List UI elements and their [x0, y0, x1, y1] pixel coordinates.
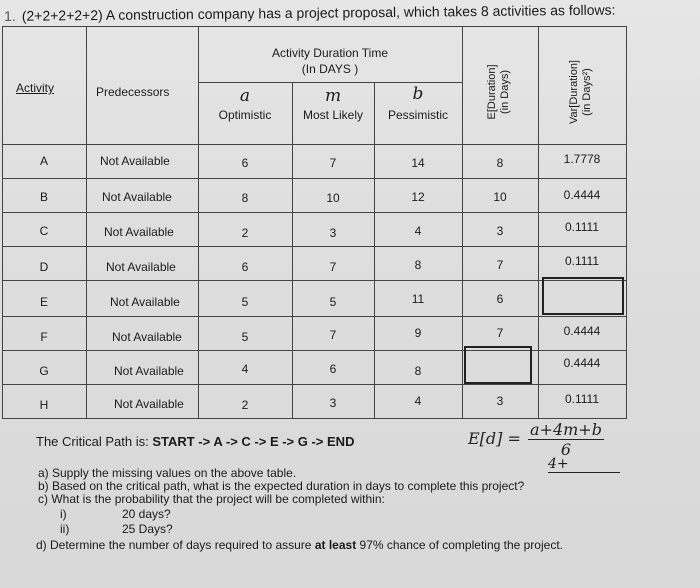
cell-pessimistic: 9 [414, 326, 422, 340]
cell-pessimistic: 12 [411, 190, 425, 204]
cell-optimistic: 5 [241, 295, 249, 309]
cell-optimistic: 4 [241, 362, 249, 376]
var-duration-label: Var[Duration] [568, 60, 580, 124]
most-likely-letter: m [324, 86, 342, 106]
formula-denominator: 6 [560, 440, 572, 459]
question-d-prefix: d) Determine the number of days required to assure [36, 538, 312, 552]
e-duration-label: E[Duration] [486, 64, 498, 120]
col-header-e-duration [486, 42, 514, 142]
cell-predecessor: Not Available [114, 364, 184, 378]
var-duration-unit: (in Days²) [581, 68, 593, 116]
cell-most-likely: 3 [329, 226, 337, 240]
row-divider [2, 212, 627, 213]
e-duration-unit: (in Days) [499, 70, 511, 115]
col-header-duration-unit: (In DAYS ) [301, 62, 359, 76]
critical-path [36, 434, 354, 449]
cell-most-likely: 3 [329, 396, 337, 410]
cell-optimistic: 6 [241, 260, 249, 274]
cell-variance: 0.4444 [563, 324, 601, 338]
cell-optimistic: 2 [241, 398, 249, 412]
col-header-var-duration [568, 42, 596, 142]
cell-pessimistic: 11 [411, 292, 425, 306]
table-header-bottom [2, 144, 627, 145]
col-header-duration-group: Activity Duration Time [271, 46, 389, 60]
col-divider [86, 26, 87, 418]
question-cii: 25 Days? [122, 522, 173, 536]
cell-pessimistic: 4 [414, 394, 422, 408]
formula-lhs: E[d] = [468, 429, 521, 448]
row-divider [2, 384, 627, 385]
cell-activity: F [40, 330, 48, 344]
cell-activity: A [39, 154, 48, 168]
cell-most-likely: 10 [326, 191, 340, 205]
row-divider [2, 178, 627, 179]
row-divider [2, 280, 627, 281]
pessimistic-letter: b [412, 84, 424, 104]
critical-path-label: The Critical Path is: [36, 434, 149, 449]
cell-optimistic: 8 [241, 191, 249, 205]
question-cii-number: ii) [60, 522, 70, 536]
cell-variance: 0.1111 [564, 392, 600, 406]
cell-pessimistic: 14 [411, 156, 425, 170]
activity-table [2, 26, 627, 418]
col-divider [462, 26, 463, 418]
cell-optimistic: 2 [241, 226, 249, 240]
cell-most-likely: 7 [329, 156, 337, 170]
question-a: a) Supply the missing values on the above table. [38, 466, 297, 480]
col-header-predecessors: Predecessors [96, 85, 170, 99]
cell-expected: 6 [496, 292, 504, 306]
cell-predecessor: Not Available [104, 225, 174, 239]
cell-variance: 0.4444 [563, 188, 601, 202]
table-border-right [626, 26, 627, 418]
col-header-most-likely: Most Likely [302, 108, 364, 122]
col-divider [198, 26, 199, 418]
cell-activity: B [39, 190, 48, 204]
cell-optimistic: 6 [241, 156, 249, 170]
question-d-bold: at least [314, 538, 357, 552]
table-border-bottom [2, 418, 627, 419]
handwritten-extra: 4+ [548, 456, 620, 473]
cell-optimistic: 5 [241, 330, 249, 344]
question-ci: 20 days? [122, 507, 171, 521]
cell-activity: C [39, 224, 49, 238]
cell-predecessor: Not Available [100, 154, 170, 168]
formula-fraction [528, 420, 604, 459]
row-divider [2, 316, 627, 317]
cell-most-likely: 7 [329, 328, 337, 342]
question-text: (2+2+2+2+2) A construction company has a project proposal, which takes 8 activities as follows: [21, 1, 616, 24]
cell-pessimistic: 4 [414, 224, 422, 238]
cell-expected: 8 [496, 156, 504, 170]
cell-predecessor: Not Available [110, 295, 180, 309]
missing-expected-box [464, 346, 532, 384]
cell-activity: G [39, 364, 49, 378]
row-divider [2, 350, 627, 351]
cell-predecessor: Not Available [112, 330, 182, 344]
question-number: 1. [4, 7, 16, 24]
cell-expected: 10 [493, 190, 507, 204]
cell-expected: 3 [496, 224, 504, 238]
col-header-activity: Activity [16, 81, 55, 95]
optimistic-letter: a [239, 86, 251, 106]
cell-pessimistic: 8 [414, 258, 422, 272]
col-header-pessimistic: Pessimistic [387, 108, 448, 122]
question-d-suffix: 97% chance of completing the project. [359, 538, 563, 552]
table-border-top [2, 26, 627, 27]
question-c: c) What is the probability that the project will be completed within: [38, 492, 385, 506]
row-divider [2, 246, 627, 247]
critical-path-value: START -> A -> C -> E -> G -> END [152, 434, 355, 449]
col-header-optimistic: Optimistic [218, 108, 272, 122]
cell-activity: H [39, 398, 49, 412]
cell-predecessor: Not Available [102, 190, 172, 204]
table-header-divider [198, 82, 462, 83]
cell-variance: 0.1111 [564, 254, 600, 268]
handwritten-formula [468, 420, 604, 459]
cell-predecessor: Not Available [114, 397, 184, 411]
cell-activity: E [39, 295, 48, 309]
cell-most-likely: 5 [329, 295, 337, 309]
cell-pessimistic: 8 [414, 364, 422, 378]
question-d [36, 538, 563, 552]
cell-predecessor: Not Available [106, 260, 176, 274]
table-border-left [2, 26, 3, 418]
cell-variance: 0.1111 [564, 220, 600, 234]
cell-most-likely: 6 [329, 362, 337, 376]
formula-numerator: a+4m+b [530, 420, 602, 439]
cell-expected: 7 [496, 326, 504, 340]
question-header [4, 2, 616, 24]
missing-variance-box [542, 277, 624, 315]
cell-variance: 1.7778 [563, 152, 601, 166]
cell-activity: D [39, 260, 49, 274]
cell-expected: 3 [496, 394, 504, 408]
cell-expected: 7 [496, 258, 504, 272]
cell-variance: 0.4444 [563, 356, 601, 370]
cell-most-likely: 7 [329, 260, 337, 274]
question-ci-number: i) [60, 507, 67, 521]
question-b: b) Based on the critical path, what is the expected duration in days to complete this project? [38, 479, 525, 493]
